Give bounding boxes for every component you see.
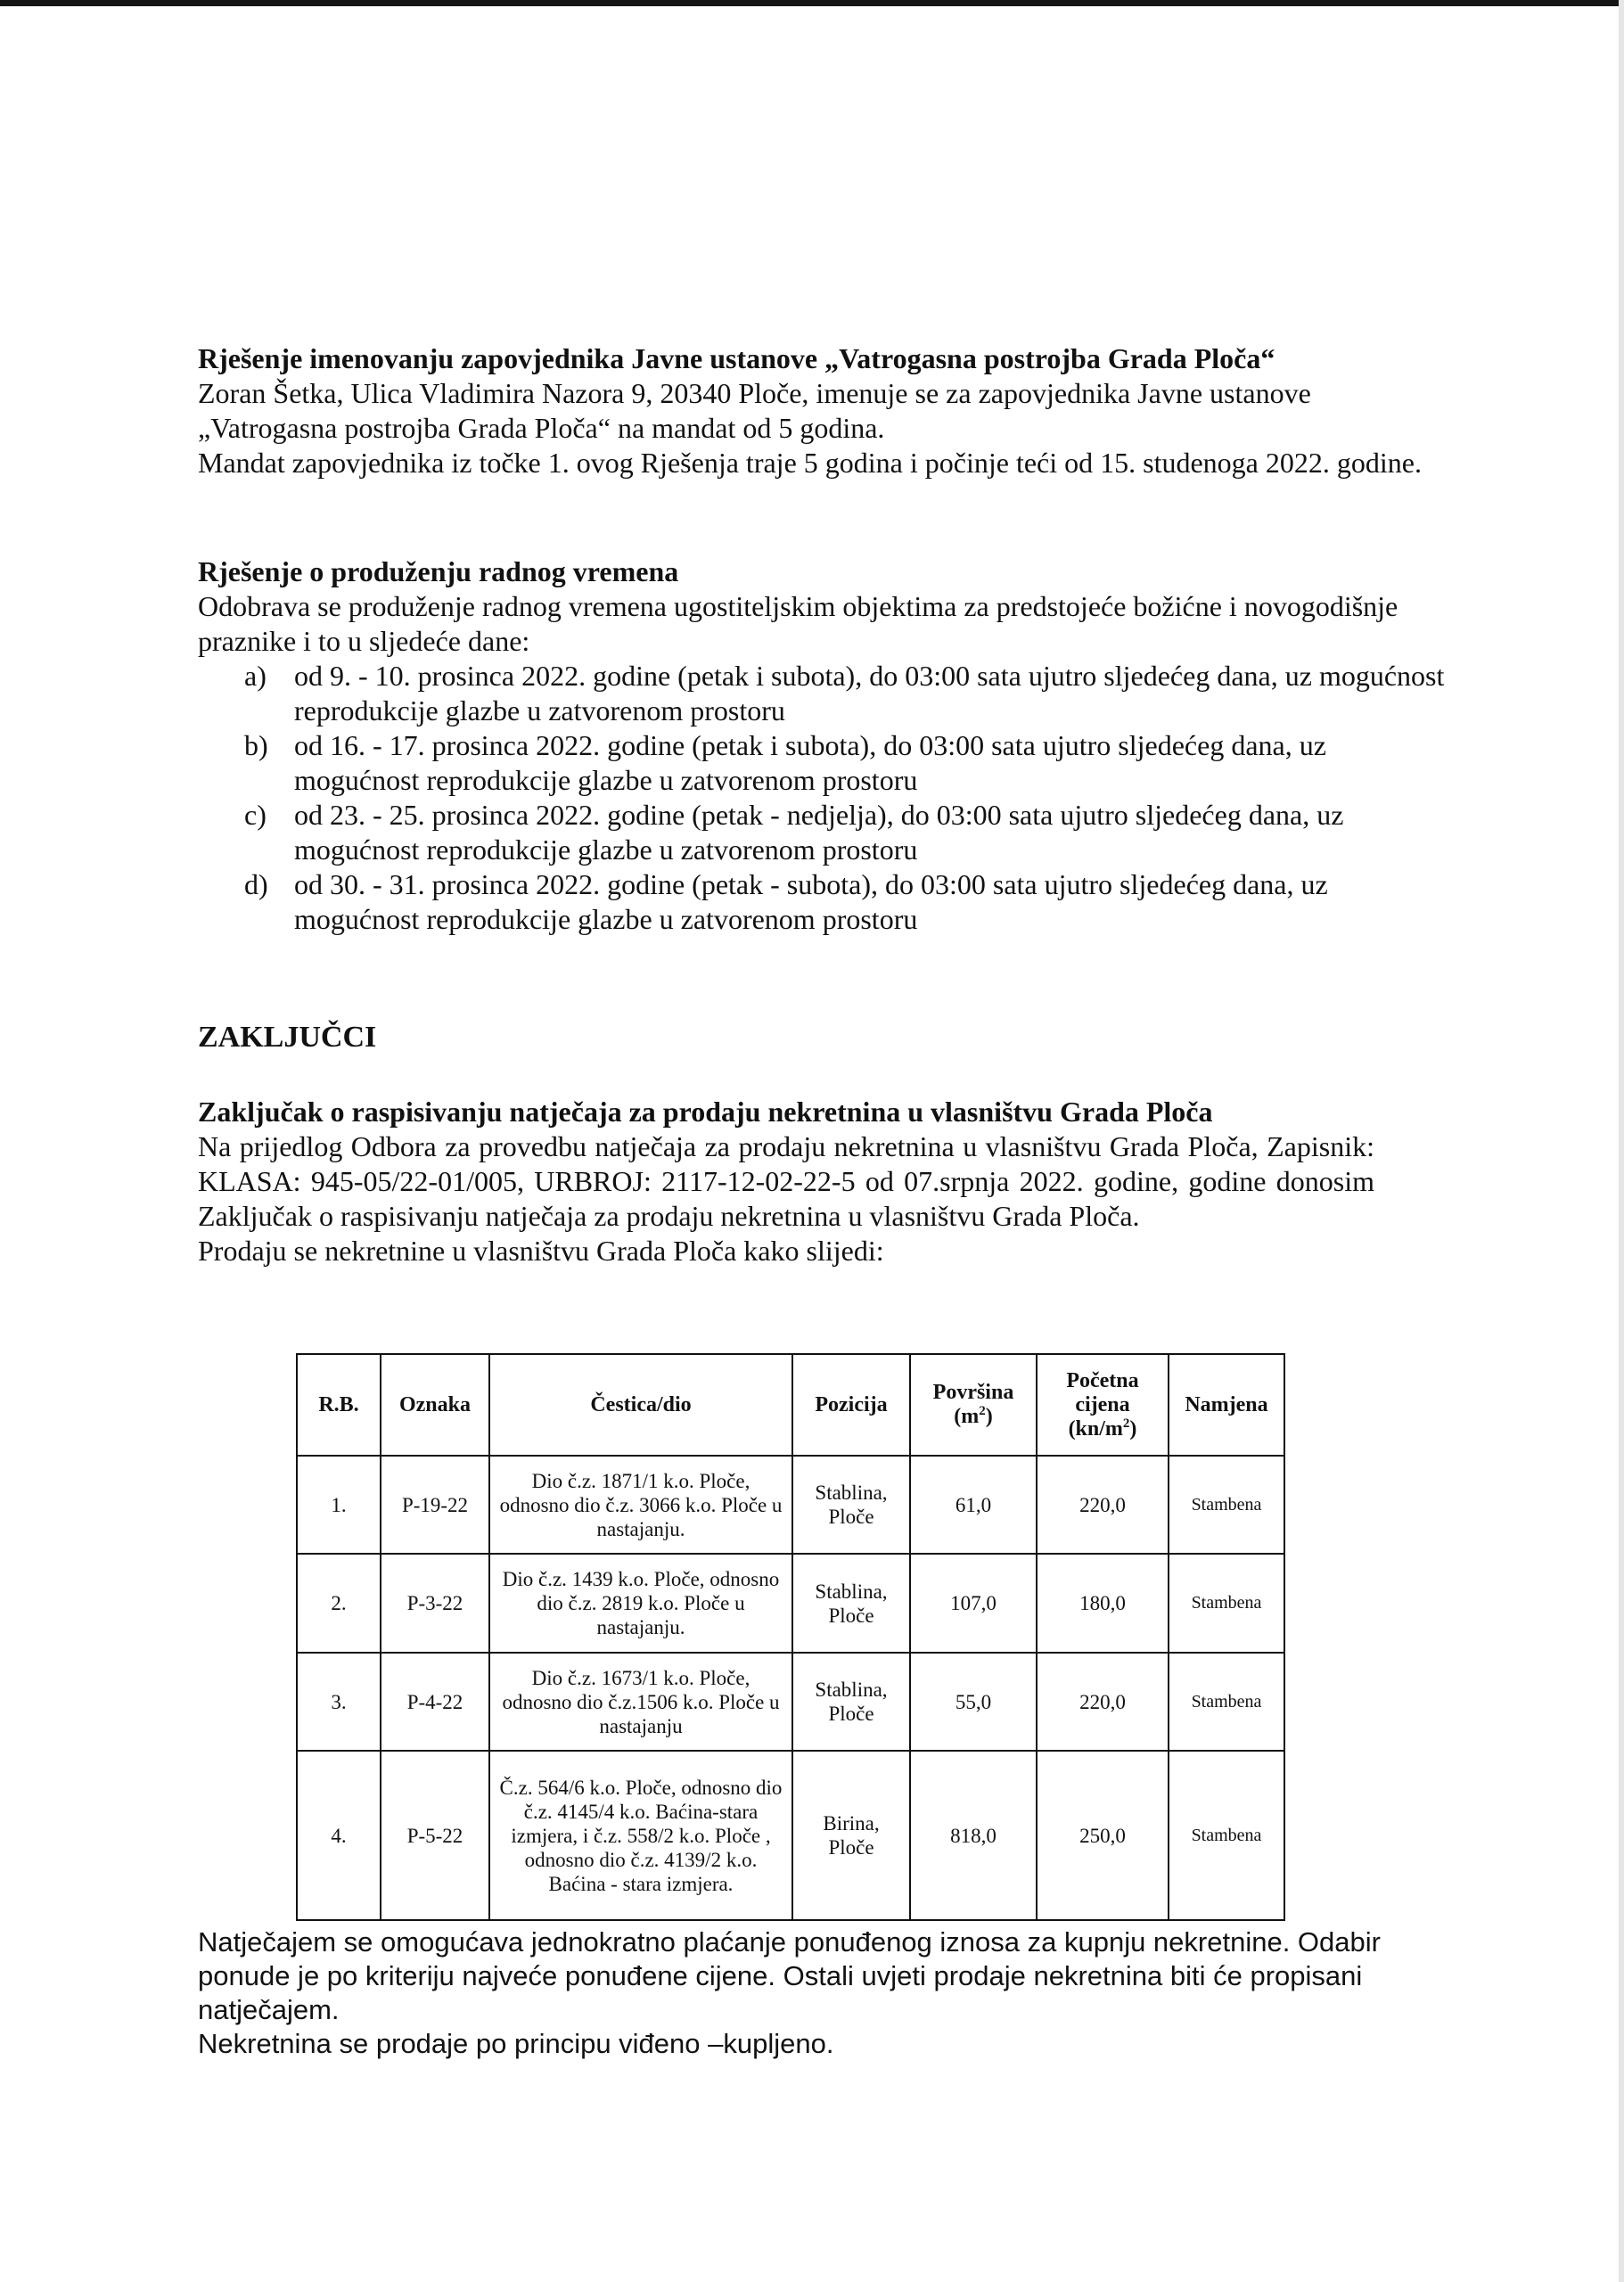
section-title: Zaključak o raspisivanju natječaja za prodaju nekretnina u vlasništvu Grada Ploča	[198, 1096, 1213, 1128]
table-row	[297, 1751, 1284, 1920]
list-item	[198, 798, 1446, 867]
header-povrsina	[910, 1354, 1037, 1456]
header-pozicija: Pozicija	[792, 1354, 910, 1456]
list-item-text: od 30. - 31. prosinca 2022. godine (petak - subota), do 03:00 sata ujutro sljedećeg dana, uz mogućnost reprodukcije glazbe u zatvorenom prostoru	[294, 868, 1328, 935]
list-item-text: od 16. - 17. prosinca 2022. godine (petak i subota), do 03:00 sata ujutro sljedećeg dana, uz mogućnost reprodukcije glazbe u zatvorenom prostoru	[294, 729, 1326, 796]
cell-namjena: Stambena	[1169, 1456, 1284, 1554]
list-marker: b)	[244, 729, 268, 761]
header-povrsina-label: Površina	[932, 1381, 1014, 1404]
header-cijena-label: cijena	[1075, 1392, 1130, 1416]
cell-pozicija: Stablina, Ploče	[792, 1554, 910, 1653]
section-rjesenje-radno-vrijeme	[198, 554, 1446, 937]
paragraph: Mandat zapovjednika iz točke 1. ovog Rješenja traje 5 godina i počinje teći od 15. studenoga 2022. godine.	[198, 447, 1422, 479]
header-pocetna-label: Početna	[1066, 1368, 1139, 1392]
cell-namjena: Stambena	[1169, 1653, 1284, 1751]
list-item	[198, 867, 1446, 937]
header-oznaka: Oznaka	[381, 1354, 489, 1456]
list-marker: d)	[244, 868, 268, 900]
unit-close: )	[1129, 1416, 1137, 1441]
list-item-text: od 9. - 10. prosinca 2022. godine (petak i subota), do 03:00 sata ujutro sljedećeg dana, uz mogućnost reprodukcije glazbe u zatvorenom prostoru	[294, 660, 1445, 726]
section-title: Rješenje o produženju radnog vremena	[198, 555, 679, 587]
scan-edge-right	[1619, 0, 1624, 2282]
cell-oznaka: P-19-22	[381, 1456, 489, 1554]
paragraph: Nekretnina se prodaje po principu viđeno –kupljeno.	[198, 2028, 834, 2059]
unit-close: )	[985, 1405, 993, 1428]
table-row	[297, 1653, 1284, 1751]
section-closing	[198, 1925, 1383, 2061]
table-row	[297, 1456, 1284, 1554]
cell-pozicija: Stablina, Ploče	[792, 1653, 910, 1751]
cell-cestica: Dio č.z. 1439 k.o. Ploče, odnosno dio č.z. 2819 k.o. Ploče u nastajanju.	[489, 1554, 792, 1653]
cell-cijena: 220,0	[1037, 1653, 1169, 1751]
cell-povrsina: 55,0	[910, 1653, 1037, 1751]
cell-povrsina: 61,0	[910, 1456, 1037, 1554]
list-item-text: od 23. - 25. prosinca 2022. godine (petak - nedjelja), do 03:00 sata ujutro sljedećeg dana, uz mogućnost reprodukcije glazbe u zatvorenom prostoru	[294, 799, 1344, 866]
paragraph: Natječajem se omogućava jednokratno plaćanje ponuđenog iznosa za kupnju nekretnine. Odabir ponude je po kriteriju najveće ponuđene cijene. Ostali uvjeti prodaje nekretnina biti će propisani natječajem.	[198, 1926, 1381, 2025]
cell-rb: 2.	[297, 1554, 381, 1653]
list-marker: c)	[244, 799, 267, 831]
section-rjesenje-zapovjednik	[198, 341, 1446, 480]
zakljucci-heading: ZAKLJUČCI	[198, 1021, 377, 1054]
cell-cestica: Dio č.z. 1673/1 k.o. Ploče, odnosno dio č.z.1506 k.o. Ploče u nastajanju	[489, 1653, 792, 1751]
header-namjena: Namjena	[1169, 1354, 1284, 1456]
cell-rb: 4.	[297, 1751, 381, 1920]
header-povrsina-unit: (m	[954, 1405, 980, 1428]
header-cestica: Čestica/dio	[489, 1354, 792, 1456]
cell-cestica: Č.z. 564/6 k.o. Ploče, odnosno dio č.z. 4145/4 k.o. Baćina-stara izmjera, i č.z. 558/2 k.o. Ploče , odnosno dio č.z. 4139/2 k.o. Baćina - stara izmjera.	[489, 1751, 792, 1920]
header-rb: R.B.	[297, 1354, 381, 1456]
cell-cestica: Dio č.z. 1871/1 k.o. Ploče, odnosno dio č.z. 3066 k.o. Ploče u nastajanju.	[489, 1456, 792, 1554]
cell-povrsina: 107,0	[910, 1554, 1037, 1653]
cell-rb: 1.	[297, 1456, 381, 1554]
section-title: Rješenje imenovanju zapovjednika Javne ustanove „Vatrogasna postrojba Grada Ploča“	[198, 342, 1275, 374]
cell-cijena: 220,0	[1037, 1456, 1169, 1554]
cell-oznaka: P-4-22	[381, 1653, 489, 1751]
date-list	[198, 659, 1446, 937]
cell-oznaka: P-5-22	[381, 1751, 489, 1920]
property-table-wrapper	[296, 1353, 1285, 1921]
cell-oznaka: P-3-22	[381, 1554, 489, 1653]
header-pocetna-cijena	[1037, 1354, 1169, 1456]
section-zakljucak	[198, 1095, 1374, 1268]
cell-pozicija: Birina, Ploče	[792, 1751, 910, 1920]
list-item	[198, 728, 1446, 798]
cell-namjena: Stambena	[1169, 1751, 1284, 1920]
cell-cijena: 180,0	[1037, 1554, 1169, 1653]
paragraph: Prodaju se nekretnine u vlasništvu Grada Ploča kako slijedi:	[198, 1235, 884, 1267]
cell-cijena: 250,0	[1037, 1751, 1169, 1920]
cell-pozicija: Stablina, Ploče	[792, 1456, 910, 1554]
unit-superscript: 2	[1122, 1416, 1130, 1431]
table-row	[297, 1554, 1284, 1653]
scan-edge-top	[0, 0, 1624, 6]
cell-rb: 3.	[297, 1653, 381, 1751]
list-marker: a)	[244, 660, 267, 692]
list-item	[198, 659, 1446, 728]
unit-superscript: 2	[979, 1404, 986, 1418]
property-table	[296, 1353, 1285, 1921]
paragraph: Na prijedlog Odbora za provedbu natječaja za prodaju nekretnina u vlasništvu Grada Ploča, Zapisnik: KLASA: 945-05/22-01/005, URBROJ: 2117-12-02-22-5 od 07.srpnja 2022. godine, godine donosim Zaključak o raspisivanju natječaja za prodaju nekretnina u vlasništvu Grada Ploča.	[198, 1130, 1374, 1232]
header-cijena-unit: (kn/m	[1068, 1416, 1123, 1441]
cell-povrsina: 818,0	[910, 1751, 1037, 1920]
paragraph: Zoran Šetka, Ulica Vladimira Nazora 9, 20340 Ploče, imenuje se za zapovjednika Javne ustanove „Vatrogasna postrojba Grada Ploča“ na mandat od 5 godina.	[198, 377, 1311, 444]
table-header-row	[297, 1354, 1284, 1456]
cell-namjena: Stambena	[1169, 1554, 1284, 1653]
paragraph: Odobrava se produženje radnog vremena ugostiteljskim objektima za predstojeće božićne i novogodišnje praznike i to u sljedeće dane:	[198, 590, 1398, 657]
